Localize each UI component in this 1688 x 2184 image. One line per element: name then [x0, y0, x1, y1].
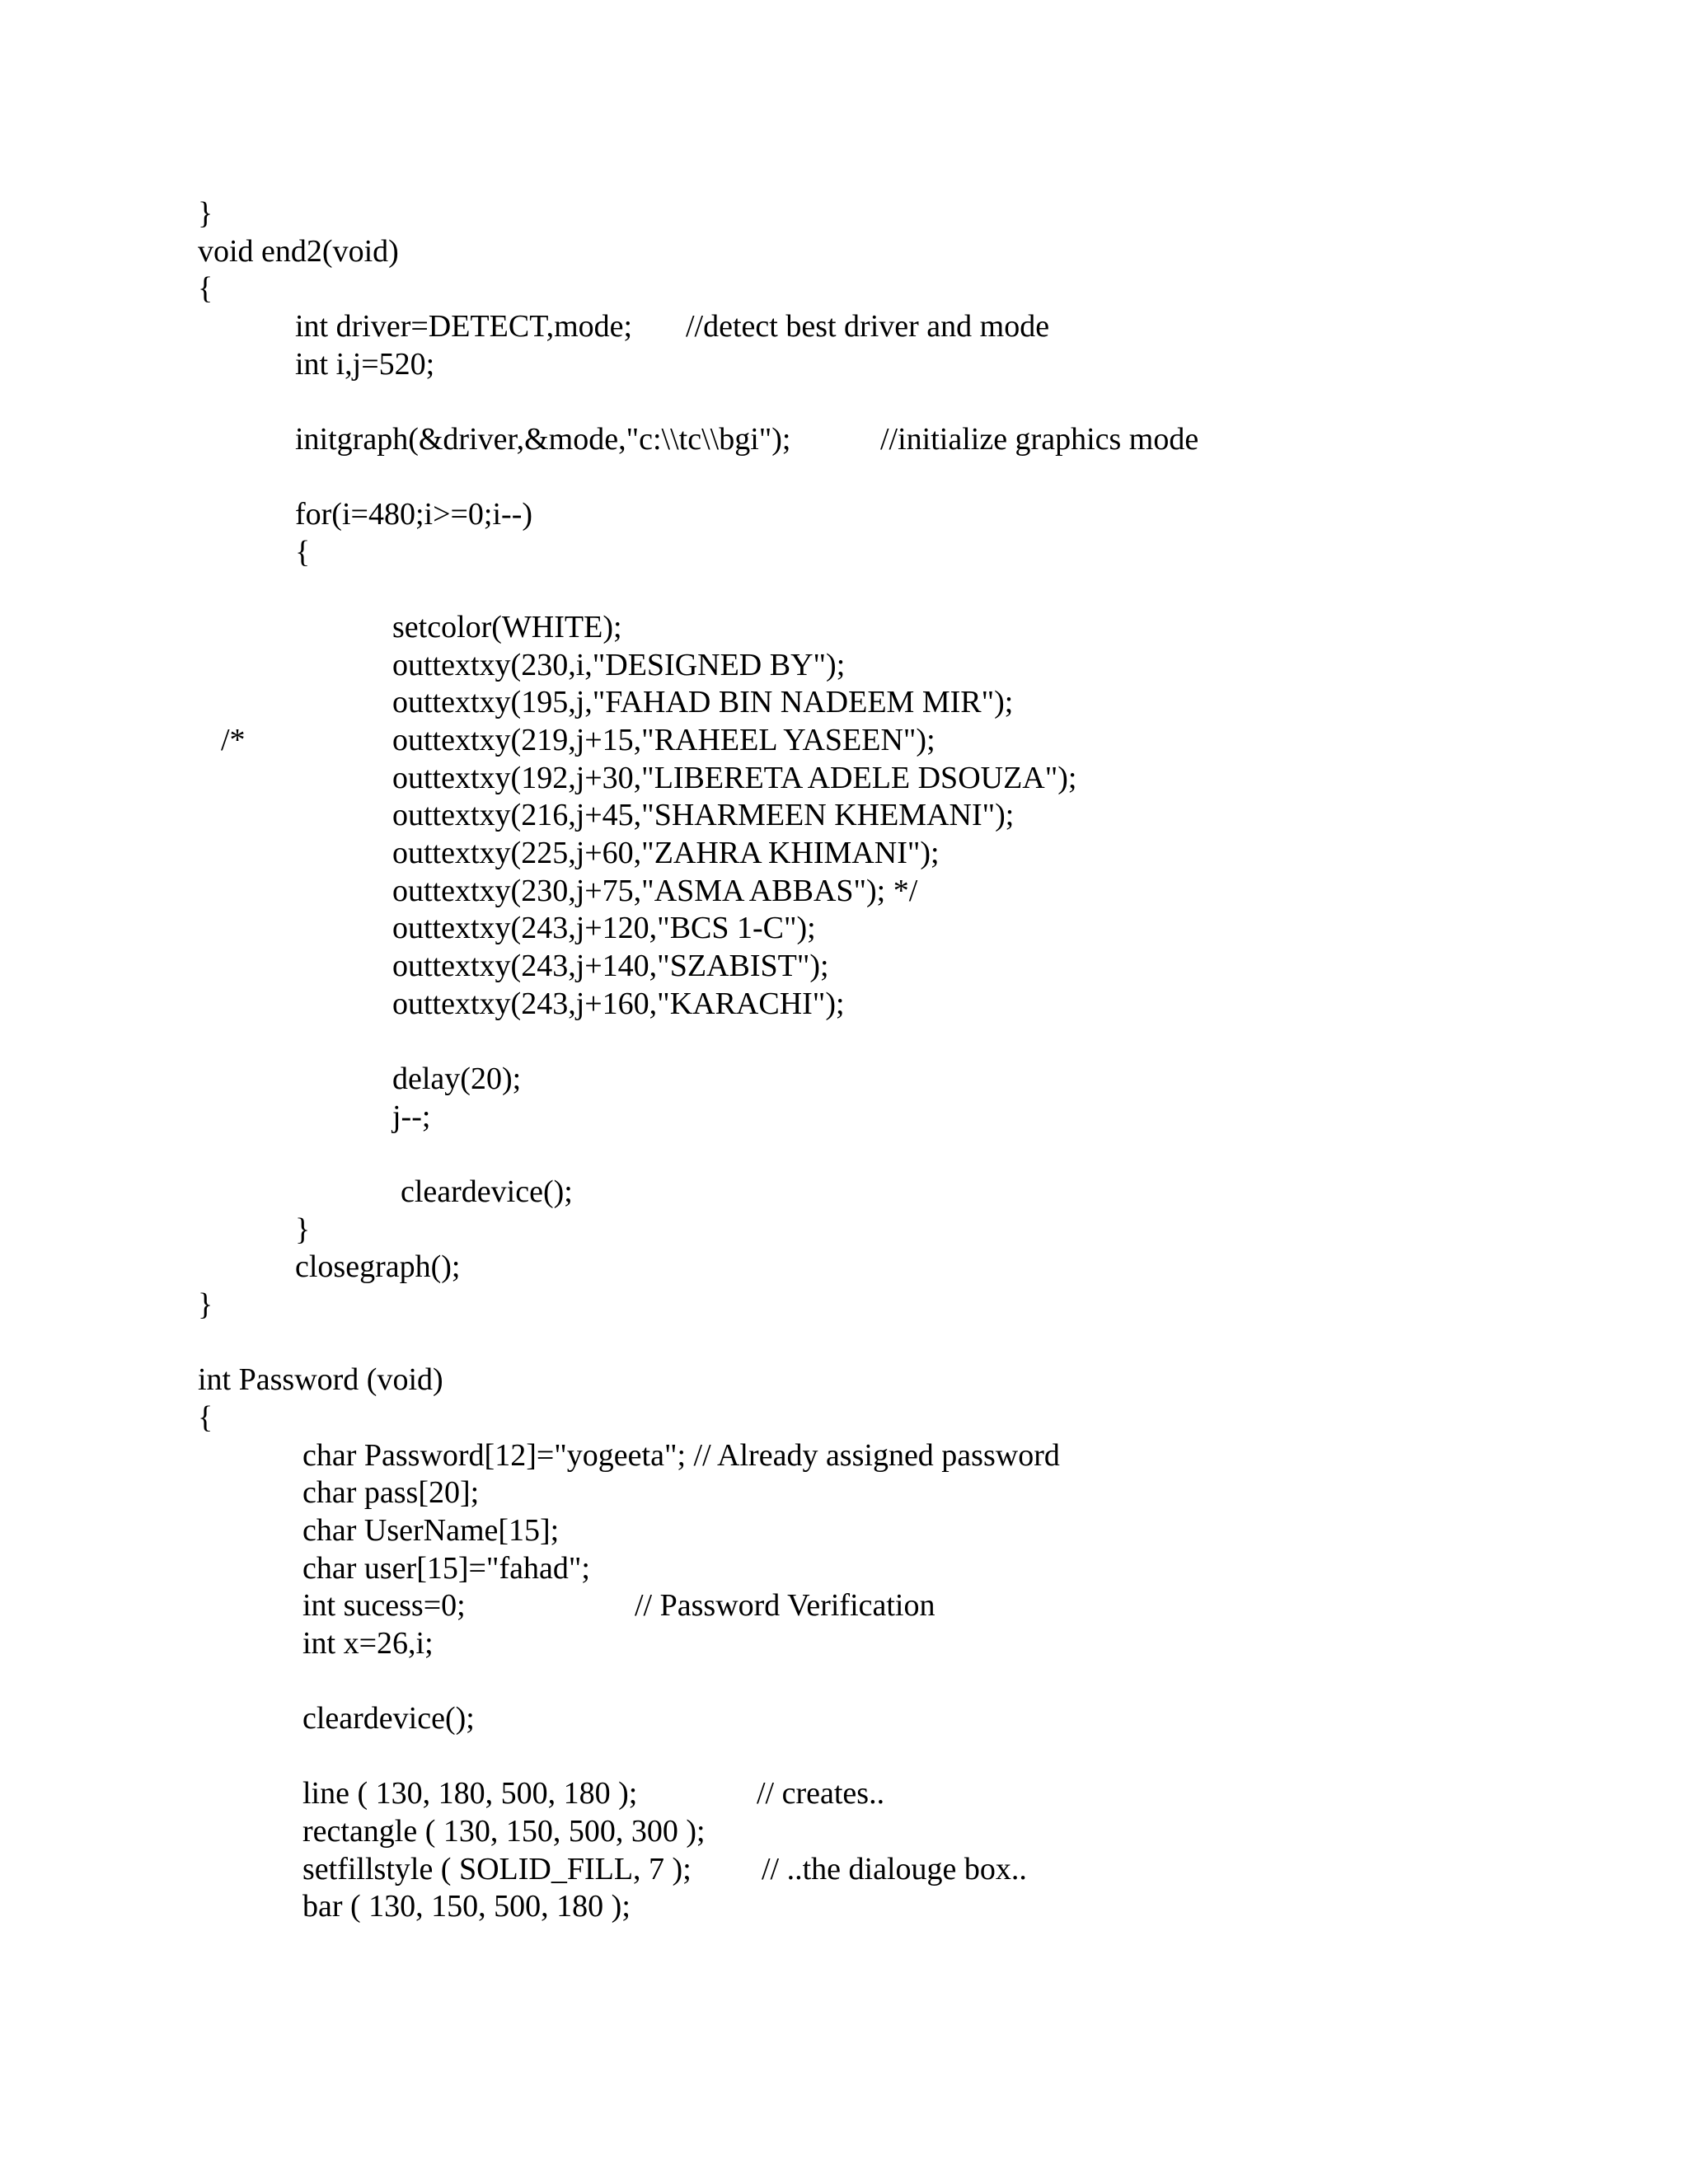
comment-start-marker: /*: [221, 723, 246, 757]
code-line: rectangle ( 130, 150, 500, 300 );: [302, 1814, 706, 1849]
code-line: void end2(void): [198, 234, 399, 269]
code-line: outtextxy(219,j+15,"RAHEEL YASEEN");: [392, 723, 935, 757]
code-line: }: [198, 1287, 213, 1322]
code-line: int Password (void): [198, 1362, 443, 1397]
code-line: int driver=DETECT,mode;: [295, 309, 633, 344]
code-comment: //detect best driver and mode: [686, 309, 1050, 344]
code-line: char UserName[15];: [302, 1513, 560, 1548]
code-line: delay(20);: [392, 1062, 522, 1096]
code-line: {: [198, 1400, 213, 1435]
code-line: }: [198, 196, 213, 231]
code-line: {: [198, 271, 213, 306]
code-line: outtextxy(195,j,"FAHAD BIN NADEEM MIR");: [392, 685, 1014, 719]
code-line: line ( 130, 180, 500, 180 );: [302, 1776, 638, 1811]
code-line: char Password[12]="yogeeta"; // Already assigned password: [302, 1438, 1060, 1473]
code-line: setfillstyle ( SOLID_FILL, 7 );: [302, 1852, 692, 1886]
code-line: char pass[20];: [302, 1475, 480, 1510]
code-line: initgraph(&driver,&mode,"c:\\tc\\bgi");: [295, 422, 791, 457]
code-line: bar ( 130, 150, 500, 180 );: [302, 1889, 631, 1924]
code-line: outtextxy(230,j+75,"ASMA ABBAS"); */: [392, 874, 918, 908]
code-line: for(i=480;i>=0;i--): [295, 497, 533, 532]
code-line: outtextxy(243,j+120,"BCS 1-C");: [392, 911, 816, 945]
code-line: }: [295, 1212, 311, 1247]
code-comment: // ..the dialouge box..: [762, 1852, 1027, 1886]
code-comment: //initialize graphics mode: [880, 422, 1199, 457]
code-line: closegraph();: [295, 1249, 461, 1284]
code-line: cleardevice();: [302, 1701, 475, 1736]
code-line: outtextxy(243,j+160,"KARACHI");: [392, 987, 845, 1021]
code-line: char user[15]="fahad";: [302, 1551, 590, 1586]
code-line: setcolor(WHITE);: [392, 610, 622, 644]
code-line: outtextxy(192,j+30,"LIBERETA ADELE DSOUZA");: [392, 761, 1077, 795]
code-line: cleardevice();: [401, 1174, 573, 1209]
code-line: outtextxy(243,j+140,"SZABIST");: [392, 949, 829, 983]
code-line: int sucess=0;: [302, 1588, 466, 1623]
code-line: {: [295, 535, 311, 569]
code-line: j--;: [392, 1099, 431, 1134]
code-line: outtextxy(225,j+60,"ZAHRA KHIMANI");: [392, 836, 940, 870]
code-line: int x=26,i;: [302, 1626, 434, 1661]
code-comment: // creates..: [757, 1776, 885, 1811]
code-line: outtextxy(230,i,"DESIGNED BY");: [392, 648, 846, 682]
code-line: int i,j=520;: [295, 347, 435, 382]
code-comment: // Password Verification: [635, 1588, 935, 1623]
code-line: outtextxy(216,j+45,"SHARMEEN KHEMANI");: [392, 798, 1015, 832]
